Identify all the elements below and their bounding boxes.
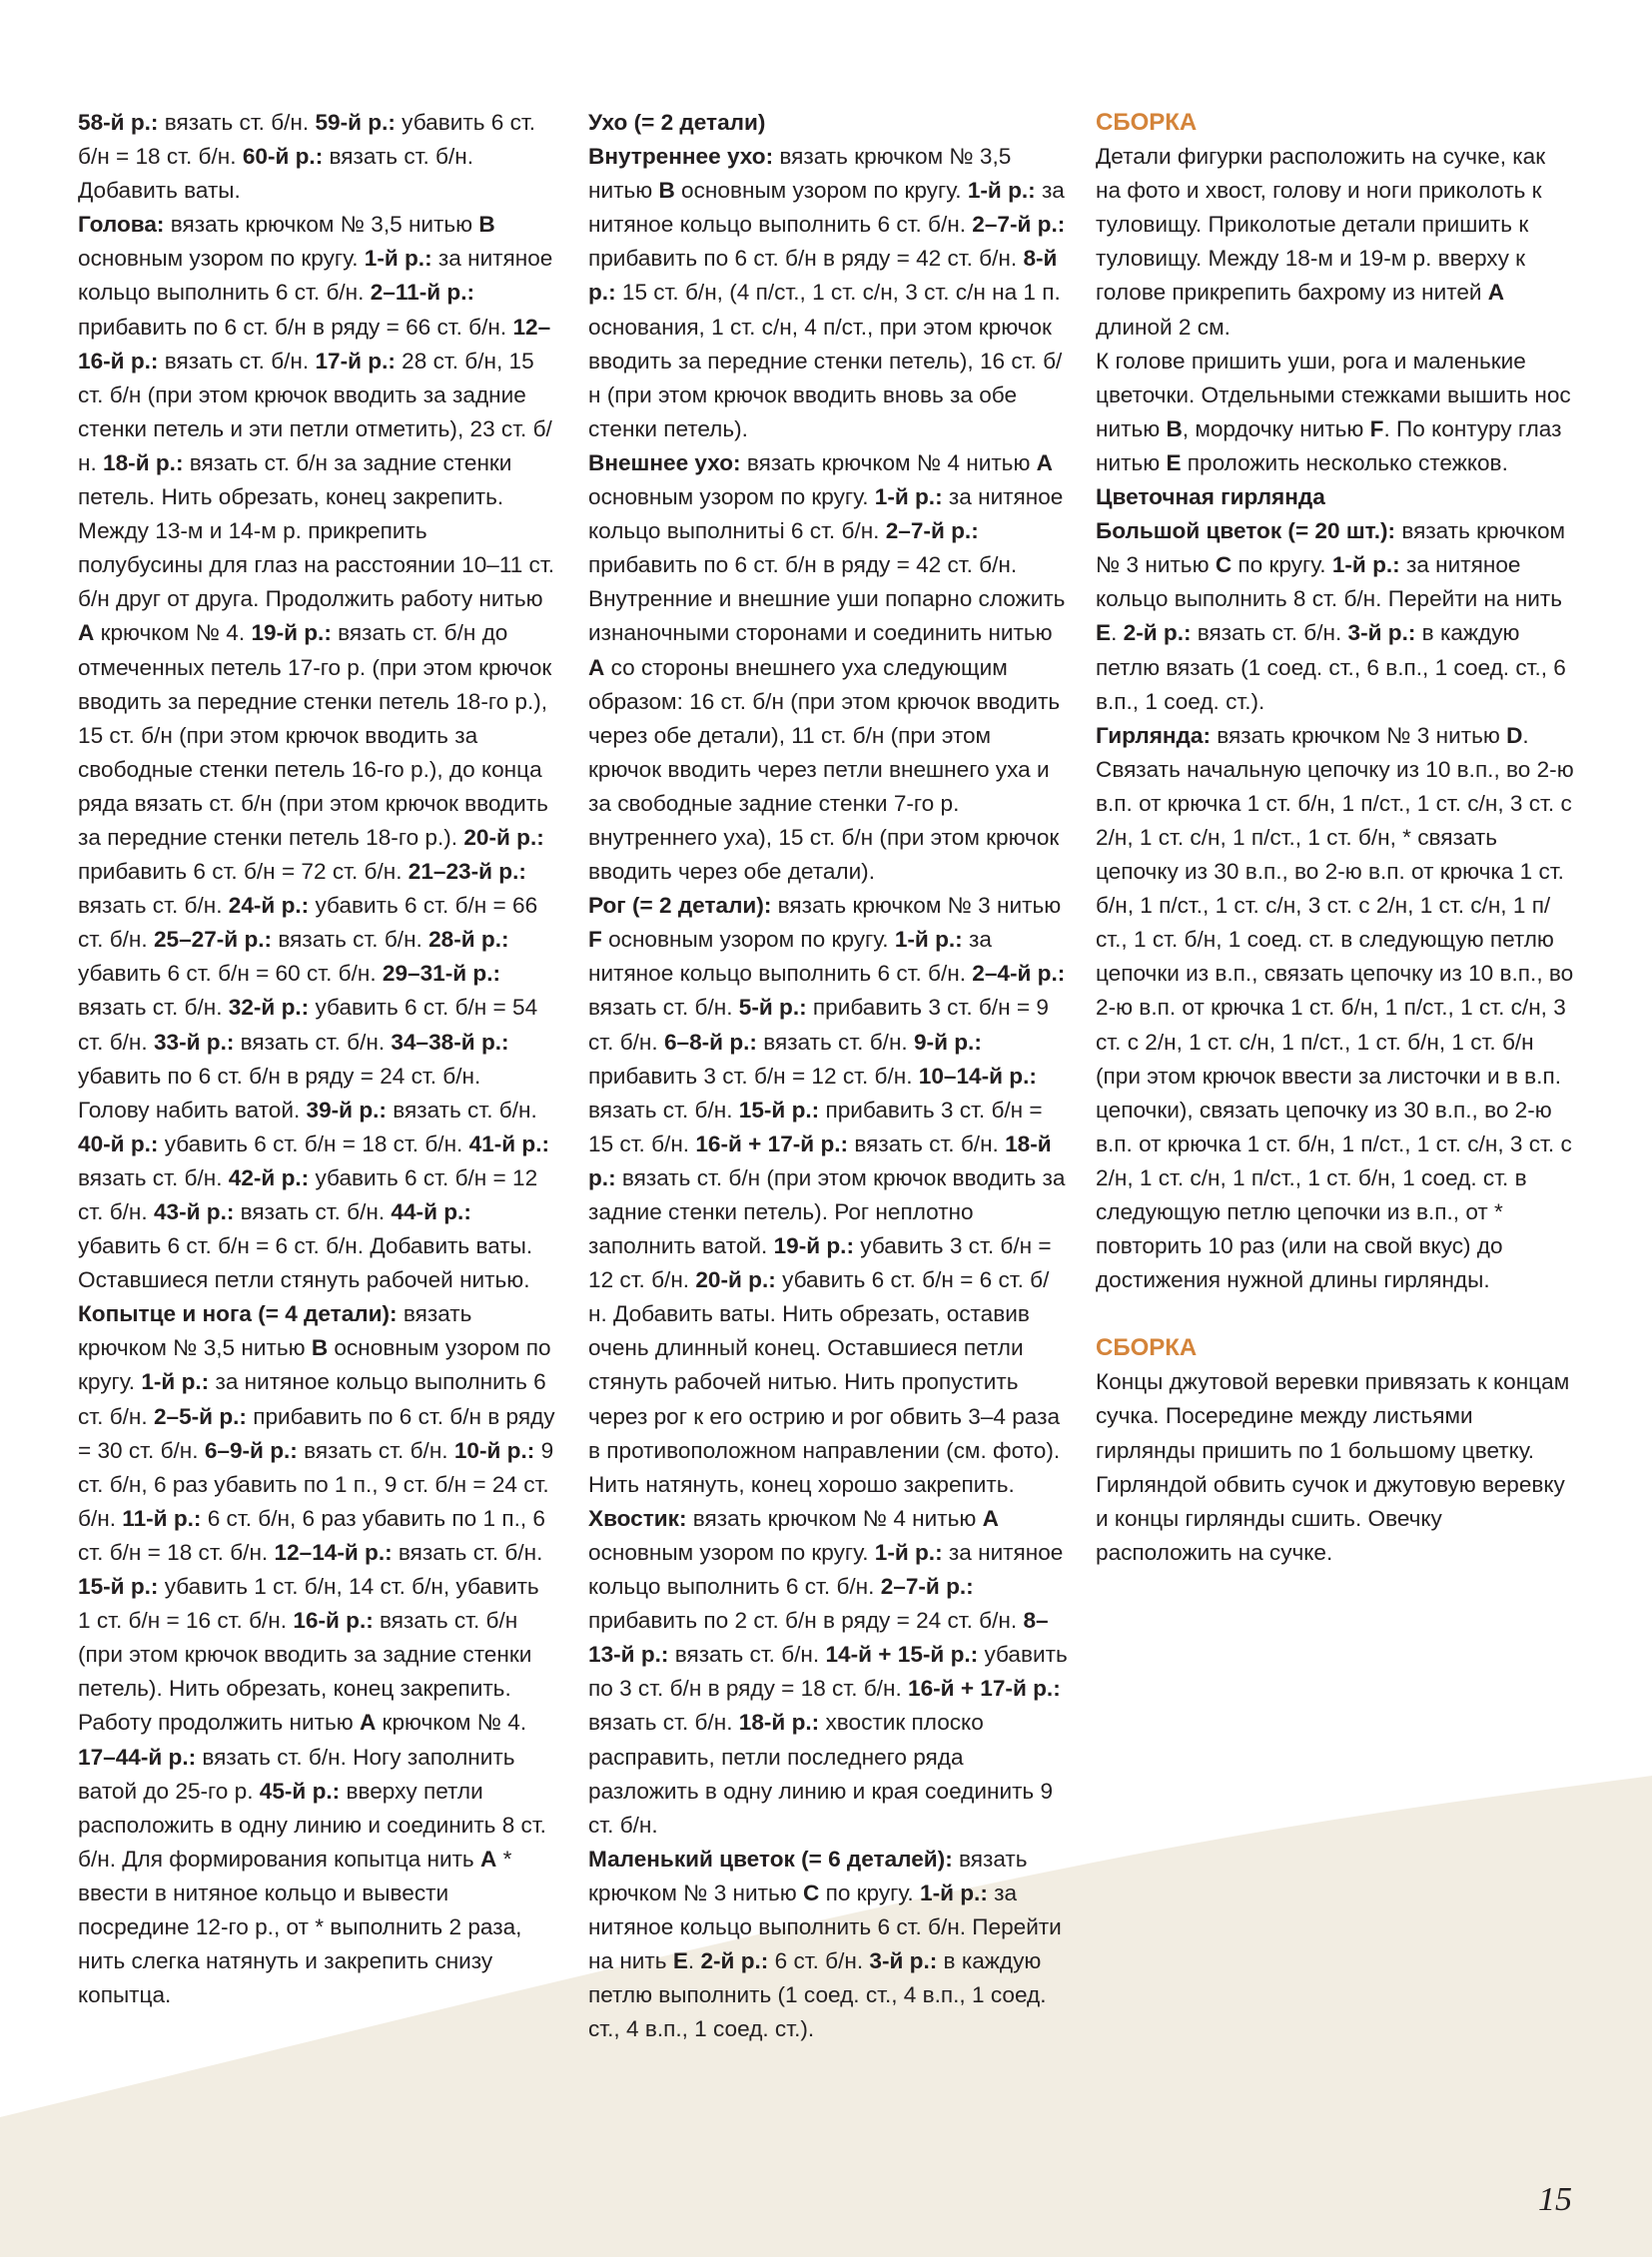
- bold-label: 1-й р.:: [920, 1880, 988, 1905]
- bold-label: 43-й р.:: [153, 1199, 235, 1224]
- bold-label: 18-й р.:: [588, 1130, 1052, 1190]
- bold-label: Рог (= 2 детали):: [588, 893, 772, 919]
- body-text: вязать ст. б/н.: [386, 1097, 537, 1123]
- body-text: убавить 6 ст. б/н = 54 ст. б/н.: [78, 995, 538, 1055]
- bold-label: Внутреннее ухо:: [588, 144, 774, 170]
- body-text: вязать ст. б/н. Ногу заполнить ватой до 25-го р.: [78, 1744, 515, 1804]
- paragraph: [1096, 345, 1575, 480]
- body-text: вязать ст. б/н.: [234, 1029, 392, 1055]
- paragraph: [1096, 480, 1575, 514]
- body-text: основным узором по кругу.: [78, 246, 365, 272]
- bold-label: 17–44-й р.:: [78, 1744, 197, 1770]
- bold-label: 18-й р.:: [103, 449, 184, 475]
- body-text: вязать ст. б/н.: [158, 110, 316, 135]
- body-text: по кругу.: [1232, 552, 1332, 578]
- bold-label: 10–14-й р.:: [918, 1063, 1037, 1089]
- bold-label: 16-й р.:: [293, 1608, 374, 1634]
- body-text: за нитяное кольцо выполнитьi 6 ст. б/н.: [588, 484, 1064, 544]
- body-text: убавить по 6 ст. б/н в ряду = 24 ст. б/н. Голову набить ватой.: [78, 1063, 481, 1123]
- bold-label: 39-й р.:: [306, 1097, 387, 1123]
- body-text: 9 ст. б/н, 6 раз убавить по 1 п., 9 ст. б/н = 24 ст. б/н.: [78, 1437, 554, 1531]
- body-text: вязать ст. б/н (при этом крючок вводить за задние стенки петель). Рог неплотно заполнить ватой.: [588, 1164, 1066, 1259]
- body-text: вверху петли расположить в одну линию и соединить 8 ст. б/н. Для формирования копытца нить: [78, 1778, 546, 1872]
- bold-label: 59-й р.:: [315, 110, 396, 135]
- bold-label: 16-й + 17-й р.:: [695, 1130, 849, 1156]
- paragraph: [588, 1843, 1068, 2047]
- body-text: вязать крючком № 3 нитью: [1211, 722, 1507, 748]
- bold-label: Е: [1166, 449, 1182, 475]
- body-text: 6 ст. б/н, 6 раз убавить по 1 п., 6 ст. б/н = 18 ст. б/н.: [78, 1505, 545, 1565]
- body-text: прибавить 3 ст. б/н = 12 ст. б/н.: [588, 1063, 919, 1089]
- body-text: прибавить 3 ст. б/н = 15 ст. б/н.: [588, 1097, 1043, 1156]
- body-text: по кругу.: [819, 1880, 920, 1905]
- body-text: .: [1111, 620, 1124, 646]
- bold-label: А: [588, 654, 605, 680]
- bold-label: 6–8-й р.:: [663, 1029, 757, 1055]
- body-text: вязать ст. б/н.: [78, 995, 229, 1021]
- body-text: Концы джутовой веревки привязать к концам сучка. Посередине между листьями гирлянды пришить по 1 большому цветку. Гирляндой обвить сучок и джутовую веревку и концы гирлянды сшить. Овечку расположить на сучке.: [1096, 1369, 1570, 1565]
- body-text: хвостик плоско расправить, петли последнего ряда разложить в одну линию и края соединить 9 ст. б/н.: [588, 1710, 1054, 1838]
- bold-label: Ухо (= 2 детали): [588, 110, 766, 135]
- bold-label: 24-й р.:: [228, 893, 310, 919]
- body-text: Детали фигурки расположить на сучке, как на фото и хвост, голову и ноги приколоть к туловищу. Приколотые детали пришить к туловищу. Между 18-м и 19-м р. вверху к голове прикрепить бахрому из нитей: [1096, 144, 1546, 306]
- body-text: убавить по 3 ст. б/н в ряду = 18 ст. б/н.: [588, 1642, 1068, 1702]
- paragraph: [588, 106, 1068, 140]
- body-text: вязать крючком № 3 нитью: [588, 1846, 1028, 1905]
- bold-label: 32-й р.:: [228, 995, 310, 1021]
- bold-label: 2–7-й р.:: [880, 1574, 974, 1600]
- paragraph: [78, 106, 557, 208]
- bold-label: 10-й р.:: [453, 1437, 535, 1463]
- bold-label: 20-й р.:: [463, 824, 544, 850]
- paragraph: [1096, 140, 1575, 345]
- bold-label: В: [311, 1335, 329, 1361]
- body-text: крючком № 4.: [94, 620, 252, 646]
- body-text: 15 ст. б/н, (4 п/ст., 1 ст. с/н, 3 ст. с/н на 1 п. основания, 1 ст. с/н, 4 п/ст., при этом крючок вводить за передние стенки петель), 16 ст. б/н (при этом крючок вводить вновь за обе стенки петель).: [588, 280, 1063, 441]
- bold-label: 2–4-й р.:: [972, 961, 1066, 987]
- body-text: основным узором по кругу.: [588, 484, 875, 510]
- bold-label: 45-й р.:: [259, 1778, 341, 1804]
- bold-label: Е: [1096, 620, 1112, 646]
- bold-label: 12–14-й р.:: [274, 1539, 393, 1565]
- bold-label: 1-й р.:: [141, 1369, 210, 1395]
- bold-label: 28-й р.:: [428, 927, 509, 953]
- body-text: крючком № 4.: [376, 1710, 527, 1736]
- section-heading: СБОРКА: [1096, 1334, 1198, 1362]
- paragraph: [1096, 1365, 1575, 1570]
- bold-label: 5-й р.:: [738, 995, 807, 1021]
- body-text: вязать крючком № 3,5 нитью: [78, 1301, 472, 1361]
- bold-label: 42-й р.:: [228, 1164, 310, 1190]
- bold-label: 9-й р.:: [913, 1029, 982, 1055]
- body-text: К голове пришить уши, рога и маленькие цветочки. Отдельными стежками вышить нос нитью: [1096, 348, 1571, 441]
- body-text: за нитяное кольцо выполнить 8 ст. б/н. Перейти на нить: [1096, 552, 1563, 612]
- body-text: прибавить 3 ст. б/н = 9 ст. б/н.: [588, 995, 1049, 1055]
- bold-label: Голова:: [78, 212, 165, 238]
- bold-label: 2-й р.:: [700, 1948, 769, 1974]
- body-text: за нитяное кольцо выполнить 6 ст. б/н.: [588, 1539, 1064, 1600]
- body-text: вязать ст. б/н.: [588, 1710, 739, 1736]
- bold-label: 1-й р.:: [967, 178, 1036, 204]
- body-text: вязать ст. б/н до отмеченных петель 17-го р. (при этом крючок вводить за передние стенки петель 18-го р.), 15 ст. б/н (при этом крючок вводить за свободные стенки петель 16-го р.), до конца ряда вязать ст. б/н (при этом крючок вводить за передние стенки петель 18-го р.).: [78, 620, 552, 850]
- section-heading: СБОРКА: [1096, 109, 1198, 136]
- paragraph: [588, 446, 1068, 582]
- bold-label: Маленький цветок (= 6 деталей):: [588, 1846, 953, 1872]
- bold-label: 29–31-й р.:: [382, 961, 501, 987]
- bold-label: 2-й р.:: [1123, 620, 1192, 646]
- body-text: прибавить по 6 ст. б/н в ряду = 30 ст. б/н.: [78, 1403, 555, 1463]
- bold-label: 14-й + 15-й р.:: [825, 1642, 979, 1668]
- body-text: вязать ст. б/н.: [1191, 620, 1348, 646]
- body-text: вязать крючком № 3,5 нитью: [164, 212, 479, 238]
- bold-label: 8–13-й р.:: [588, 1608, 1049, 1668]
- bold-label: 1-й р.:: [874, 1539, 943, 1565]
- body-text: со стороны внешнего уха следующим образом: 16 ст. б/н (при этом крючок вводить через обе детали), 11 ст. б/н (при этом крючок вводить через петли внешнего уха и за свободные задние стенки 7-го р. внутреннего уха), 15 ст. б/н (при этом крючок вводить через обе детали).: [588, 654, 1061, 885]
- body-text: вязать крючком № 4 нитью: [686, 1505, 983, 1531]
- bold-label: 2–11-й р.:: [370, 280, 475, 306]
- bold-label: 12–16-й р.:: [78, 314, 551, 374]
- bold-label: 2–7-й р.:: [885, 518, 979, 544]
- body-text: за нитяное кольцо выполнить 6 ст. б/н.: [588, 178, 1065, 238]
- bold-label: 33-й р.:: [153, 1029, 235, 1055]
- body-text: . По контуру глаз нитью: [1096, 415, 1562, 475]
- bold-label: 11-й р.:: [122, 1505, 202, 1531]
- body-text: вязать ст. б/н за задние стенки петель. Нить обрезать, конец закрепить. Между 13-м и 14-м р. прикрепить полубусины для глаз на расстоянии 10–11 ст. б/н друг от друга. Продолжить работу нитью: [78, 449, 554, 612]
- body-text: в каждую петлю выполнить (1 соед. ст., 4 в.п., 1 соед. ст., 4 в.п., 1 соед. ст.).: [588, 1948, 1047, 2042]
- body-text: прибавить по 6 ст. б/н в ряду = 66 ст. б/н.: [78, 314, 513, 340]
- paragraph: [588, 1502, 1068, 1843]
- bold-label: Внешнее ухо:: [588, 449, 741, 475]
- bold-label: Хвостик:: [588, 1505, 687, 1531]
- body-text: вязать ст. б/н.: [756, 1029, 914, 1055]
- body-text: Внутренние и внешние уши попарно сложить изнаночными сторонами и соединить нитью: [588, 586, 1066, 646]
- bold-label: 16-й + 17-й р.:: [908, 1676, 1061, 1702]
- body-text: вязать ст. б/н (при этом крючок вводить за задние стенки петель). Нить обрезать, конец закрепить. Работу продолжить нитью: [78, 1608, 532, 1736]
- body-text: основным узором по кругу.: [588, 1539, 875, 1565]
- bold-label: 58-й р.:: [78, 110, 159, 135]
- bold-label: В: [658, 178, 675, 204]
- bold-label: 19-й р.:: [251, 620, 332, 646]
- bold-label: А: [1036, 449, 1053, 475]
- body-text: убавить 6 ст. б/н = 12 ст. б/н.: [78, 1164, 538, 1224]
- text-column-3: [1096, 106, 1575, 1570]
- body-text: прибавить 6 ст. б/н = 72 ст. б/н.: [78, 859, 409, 885]
- bold-label: А: [78, 620, 95, 646]
- bold-label: С: [1215, 552, 1233, 578]
- bold-label: 20-й р.:: [695, 1267, 776, 1293]
- bold-label: Цветочная гирлянда: [1096, 484, 1325, 510]
- bold-label: 1-й р.:: [874, 484, 943, 510]
- bold-label: 1-й р.:: [894, 927, 963, 953]
- body-text: . Связать начальную цепочку из 10 в.п., во 2-ю в.п. от крючка 1 ст. б/н, 1 п/ст., 1 ст. с/н, 3 ст. с 2/н, 1 ст. с/н, 1 п/ст., 1 ст. б/н, * связать цепочку из 30 в.п., во 2-ю в.п. от крючка 1 ст. б/н, 1 п/ст., 1 ст. с/н, 3 ст. с 2/н, 1 ст. с/н, 1 п/ст., 1 ст. б/н, 1 соед. ст. в следующую петлю цепочки из в.п., связать цепочку из 10 в.п., во 2-ю в.п. от крючка 1 ст. б/н, 1 п/ст., 1 ст. с/н, 3 ст. с 2/н, 1 ст. с/н, 1 п/ст., 1 ст. б/н, 1 ст. б/н (при этом крючок ввести за листочки и в в.п. цепочки), связать цепочку из 30 в.п., во 2-ю в.п. от крючка 1 ст. б/н, 1 п/ст., 1 ст. с/н, 3 ст. с 2/н, 1 ст. с/н, 1 п/ст., 1 ст. б/н, 1 соед. ст. в следующую петлю цепочки из в.п., от * повторить 10 раз (или на свой вкус) до достижения нужной длины гирлянды.: [1096, 722, 1574, 1293]
- body-text: прибавить по 6 ст. б/н в ряду = 42 ст. б/н.: [588, 246, 1024, 272]
- bold-label: 3-й р.:: [1347, 620, 1416, 646]
- bold-label: 60-й р.:: [242, 144, 324, 170]
- bold-label: 21–23-й р.:: [408, 859, 526, 885]
- paragraph: [78, 208, 557, 1297]
- body-text: убавить 6 ст. б/н = 18 ст. б/н.: [158, 1130, 469, 1156]
- body-text: вязать крючком № 4 нитью: [740, 449, 1037, 475]
- body-text: основным узором по кругу.: [601, 927, 895, 953]
- bold-label: F: [588, 927, 602, 953]
- paragraph: [1096, 514, 1575, 719]
- body-text: за нитяное кольцо выполнить 6 ст. б/н.: [588, 927, 992, 987]
- bold-label: F: [1369, 415, 1384, 441]
- bold-label: А: [359, 1710, 377, 1736]
- paragraph: [588, 889, 1068, 1502]
- bold-label: Гирлянда:: [1096, 722, 1211, 748]
- bold-label: В: [478, 212, 495, 238]
- body-text: прибавить по 6 ст. б/н в ряду = 42 ст. б/н.: [588, 552, 1018, 578]
- body-text: вязать ст. б/н.: [234, 1199, 392, 1224]
- paragraph: [588, 140, 1068, 446]
- bold-label: D: [1506, 722, 1523, 748]
- bold-label: 41-й р.:: [468, 1130, 550, 1156]
- body-text: убавить 3 ст. б/н = 12 ст. б/н.: [588, 1233, 1052, 1293]
- bold-label: 34–38-й р.:: [391, 1029, 509, 1055]
- bold-label: С: [802, 1880, 820, 1905]
- bold-label: 8-й р.:: [588, 246, 1058, 306]
- body-text: вязать ст. б/н.: [848, 1130, 1006, 1156]
- body-text: прибавить по 2 ст. б/н в ряду = 24 ст. б/н.: [588, 1608, 1024, 1634]
- body-text: вязать ст. б/н.: [272, 927, 429, 953]
- bold-label: 15-й р.:: [738, 1097, 820, 1123]
- bold-label: 18-й р.:: [738, 1710, 820, 1736]
- bold-label: А: [479, 1846, 497, 1872]
- body-text: убавить 6 ст. б/н = 66 ст. б/н.: [78, 893, 538, 953]
- paragraph: [78, 1297, 557, 2012]
- body-text: , мордочку нитью: [1182, 415, 1370, 441]
- body-text: за нитяное кольцо выполнить 6 ст. б/н.: [78, 1369, 546, 1429]
- body-text: проложить несколько стежков.: [1181, 449, 1508, 475]
- bold-label: 6–9-й р.:: [204, 1437, 298, 1463]
- body-text: вязать крючком № 3,5 нитью: [588, 144, 1012, 204]
- body-text: длиной 2 см.: [1096, 314, 1231, 340]
- bold-label: Копытце и нога (= 4 детали):: [78, 1301, 398, 1327]
- body-text: убавить 6 ст. б/н = 60 ст. б/н.: [78, 961, 383, 987]
- body-text: убавить 6 ст. б/н = 18 ст. б/н.: [78, 110, 536, 170]
- bold-label: 2–5-й р.:: [153, 1403, 247, 1429]
- body-text: за нитяное кольцо выполнить 6 ст. б/н. Перейти на нить: [588, 1880, 1062, 1974]
- body-text: вязать ст. б/н.: [78, 893, 229, 919]
- bold-label: Большой цветок (= 20 шт.):: [1096, 518, 1396, 544]
- body-text: убавить 6 ст. б/н = 6 ст. б/н. Добавить ваты. Оставшиеся петли стянуть рабочей нитью.: [78, 1233, 533, 1293]
- body-text: * ввести в нитяное кольцо и вывести посредине 12-го р., от * выполнить 2 раза, нить слегка натянуть и закрепить снизу копытца.: [78, 1846, 522, 2008]
- paragraph: [1096, 719, 1575, 1298]
- text-column-2: [588, 106, 1068, 2046]
- bold-label: 40-й р.:: [78, 1130, 159, 1156]
- bold-label: 15-й р.:: [78, 1574, 159, 1600]
- text-column-1: [78, 106, 557, 2012]
- body-text: вязать крючком № 3 нитью: [771, 893, 1062, 919]
- body-text: основным узором по кругу.: [674, 178, 968, 204]
- bold-label: 17-й р.:: [315, 348, 396, 374]
- body-text: 28 ст. б/н, 15 ст. б/н (при этом крючок вводить за задние стенки петель и эти петли отметить), 23 ст. б/н.: [78, 348, 552, 475]
- body-text: вязать ст. б/н.: [588, 995, 739, 1021]
- page-number: 15: [1538, 2181, 1572, 2218]
- body-text: вязать ст. б/н.: [158, 348, 316, 374]
- body-text: 6 ст. б/н.: [768, 1948, 870, 1974]
- bold-label: 19-й р.:: [773, 1233, 854, 1259]
- body-text: вязать ст. б/н.: [78, 1164, 229, 1190]
- bold-label: 2–7-й р.:: [972, 212, 1066, 238]
- body-text: в каждую петлю вязать (1 соед. ст., 6 в.п., 1 соед. ст., 6 в.п., 1 соед. ст.).: [1096, 620, 1566, 714]
- body-text: убавить 6 ст. б/н = 6 ст. б/н. Добавить ваты. Нить обрезать, оставив очень длинный конец. Оставшиеся петли стянуть рабочей нитью. Нить пропустить через рог к его острию и рог обвить 3–4 раза в противоположном направлении (см. фото). Нить натянуть, конец хорошо закрепить.: [588, 1267, 1061, 1497]
- section-gap: [1096, 1297, 1575, 1331]
- body-text: .: [687, 1948, 701, 1974]
- bold-label: 1-й р.:: [1331, 552, 1400, 578]
- bold-label: 3-й р.:: [869, 1948, 938, 1974]
- body-text: за нитяное кольцо выполнить 6 ст. б/н.: [78, 246, 553, 306]
- body-text: вязать ст. б/н.: [588, 1097, 739, 1123]
- body-text: вязать ст. б/н.: [297, 1437, 454, 1463]
- bold-label: 44-й р.:: [391, 1199, 471, 1224]
- body-text: вязать ст. б/н. Добавить ваты.: [78, 144, 474, 204]
- bold-label: Е: [672, 1948, 688, 1974]
- bold-label: В: [1166, 415, 1183, 441]
- body-text: вязать крючком № 3 нитью: [1096, 518, 1566, 578]
- bold-label: А: [1487, 280, 1505, 306]
- bold-label: 1-й р.:: [364, 246, 432, 272]
- paragraph: [588, 582, 1068, 889]
- bold-label: 25–27-й р.:: [153, 927, 273, 953]
- body-text: основным узором по кругу.: [78, 1335, 551, 1395]
- body-text: вязать ст. б/н.: [392, 1539, 543, 1565]
- bold-label: А: [982, 1505, 999, 1531]
- body-text: вязать ст. б/н.: [668, 1642, 826, 1668]
- body-text: убавить 1 ст. б/н, 14 ст. б/н, убавить 1 ст. б/н = 16 ст. б/н.: [78, 1574, 539, 1634]
